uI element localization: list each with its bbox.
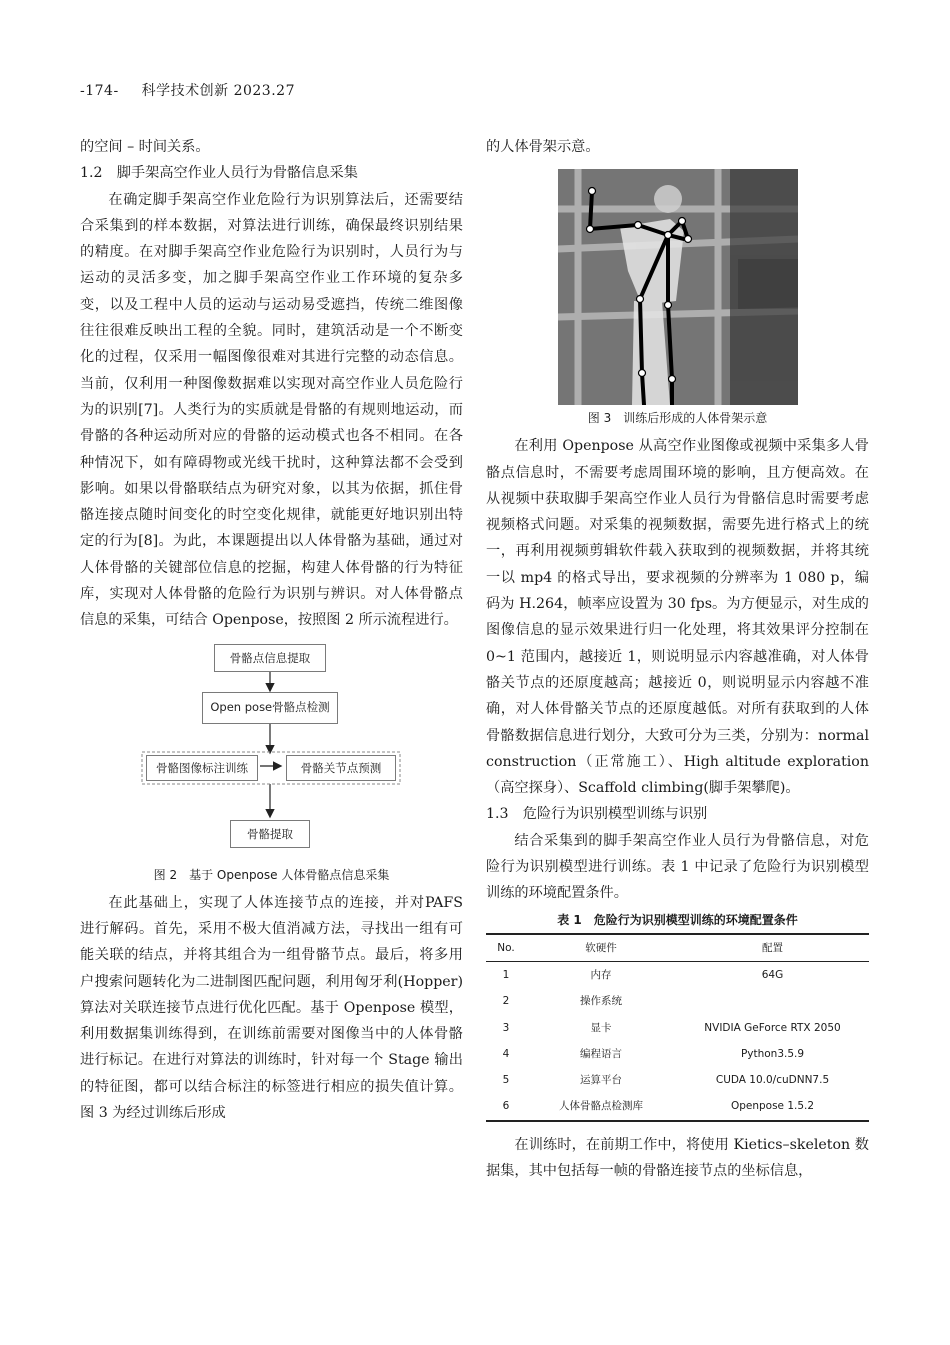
table-row (486, 1041, 869, 1067)
paragraph: 的人体骨架示意。 (486, 139, 600, 155)
section-heading-1-2: 1.2 脚手架高空作业人员行为骨骼信息采集 (80, 165, 358, 182)
table-row (486, 988, 869, 1014)
left-column (80, 134, 463, 1126)
table-header-row (486, 934, 869, 962)
figure-2-caption: 图 2 基于 Openpose 人体骨骼点信息采集 (153, 867, 390, 882)
flow-step-1: 骨骼点信息提取 (214, 644, 326, 672)
table-cell: 显卡 (590, 1021, 612, 1034)
table-cell: 1 (502, 968, 510, 981)
table-1-caption: 表 1 危险行为识别模型训练的环境配置条件 (557, 912, 798, 927)
section-heading-1-3: 1.3 危险行为识别模型训练与识别 (486, 806, 708, 823)
table-cell: Openpose 1.5.2 (730, 1100, 815, 1113)
paragraph: 在利用 Openpose 从高空作业图像或视频中采集多人骨骼点信息时，不需要考虑周围环境的影响，且方便高效。在从视频中获取脚手架高空作业人员行为骨骼信息时需要考虑视频格式问题。对采集的视频数据，需要先进行格式上的统一，再利用视频剪辑软件载入获取到的视频数据，并将其统一以 mp4 的格式导出，要求视频的分辨率为 1 080 p，编码为 H.264，帧率应设置为 30 fps。为方便显示，对生成的图像信息的显示效果进行归一化处理，将其效果评分控制在 0~1 范围内，越接近 1，则说明显示内容越准确，对人体骨骼关节点的还原度越高；越接近 0，则说明显示内容越不准确，对人体骨骼关节点的还原度越低。对所有获取到的人体骨骼数据信息进行划分，大致可分为三类，分别为：normal construction（正常施工）、High altitude exploration（高空探身）、Scaffold climbing(脚手架攀爬)。 (486, 438, 869, 797)
paragraph: 结合采集到的脚手架高空作业人员行为骨骼信息，对危险行为识别模型进行训练。表 1 中记录了危险行为识别模型训练的环境配置条件。 (486, 832, 869, 902)
table-cell: CUDA 10.0/cuDNN7.5 (715, 1074, 830, 1087)
table-row (486, 1093, 869, 1120)
figure-2-flowchart (80, 644, 463, 862)
flow-step-3a: 骨骼图像标注训练 (146, 755, 258, 781)
table-cell: 编程语言 (580, 1047, 622, 1060)
paragraph: 在训练时，在前期工作中，将使用 Kietics–skeleton 数据集，其中包括每一帧的骨骼连接节点的坐标信息， (486, 1136, 869, 1180)
table-cell: 5 (502, 1074, 510, 1087)
right-column (486, 134, 869, 1184)
table-row (486, 1067, 869, 1093)
table-row (486, 961, 869, 988)
flow-step-3b: 骨骼关节点预测 (286, 755, 396, 781)
page-number: -174- (80, 83, 119, 99)
table-cell: 6 (502, 1100, 510, 1113)
table-cell: 64G (761, 968, 784, 981)
journal-title: 科学技术创新 2023.27 (141, 83, 295, 99)
table-cell: Python3.5.9 (740, 1047, 805, 1060)
table-cell: 3 (502, 1021, 510, 1034)
table-1 (486, 933, 869, 1122)
table-cell: 4 (502, 1047, 510, 1060)
table-cell: 操作系统 (580, 995, 622, 1008)
paragraph: 在此基础上，实现了人体连接节点的连接，并对PAFS 进行解码。首先，采用不极大值消减方法，寻找出一组有可能关联的结点，并将其组合为一组骨骼节点。最后，将多用户搜索问题转化为二进制图匹配问题，利用匈牙利(Hopper)算法对关联连接节点进行优化匹配。基于 Openpose 模型，利用数据集训练得到，在训练前需要对图像当中的人体骨骼进行标记。在进行对算法的训练时，针对每一个 Stage 输出的特征图，都可以结合标注的标签进行相应的损失值计算。图 3 为经过训练后形成 (80, 894, 463, 1122)
column-header: No. (497, 941, 515, 954)
figure-3 (486, 169, 869, 427)
table-cell: 2 (502, 995, 510, 1008)
flow-step-2: Open pose骨骼点检测 (202, 692, 338, 724)
flow-step-4: 骨骼提取 (230, 820, 310, 848)
table-cell (676, 988, 869, 1014)
table-cell: 运算平台 (580, 1074, 622, 1087)
page-header (80, 80, 295, 100)
paragraph: 的空间 – 时间关系。 (80, 139, 210, 155)
table-cell: 人体骨骼点检测库 (559, 1100, 643, 1113)
figure-3-caption: 图 3 训练后形成的人体骨架示意 (587, 411, 768, 426)
column-header: 配置 (762, 941, 783, 954)
paragraph: 在确定脚手架高空作业危险行为识别算法后，还需要结合采集到的样本数据，对算法进行训练，确保最终识别结果的精度。在对脚手架高空作业危险行为识别时，人员行为与运动的灵活多变，加之脚手架高空作业工作环境的复杂多变，以及工程中人员的运动与运动易受遮挡，传统二维图像往往很难反映出工程的全貌。同时，建筑活动是一个不断变化的过程，仅采用一幅图像很难对其进行完整的动态信息。当前，仅利用一种图像数据难以实现对高空作业人员危险行为的识别[7]。人类行为的实质就是骨骼的有规则地运动，而骨骼的各种运动所对应的骨骼的运动模式也各不相同。在各种情况下，如有障碍物或光线干扰时，这种算法都不会受到影响。如果以骨骼联结点为研究对象，以其为依据，抓住骨骼连接点随时间变化的时空变化规律，就能更好地识别出特定的行为[8]。为此，本课题提出以人体骨骼为基础，通过对人体骨骼的关键部位信息的挖掘，构建人体骨骼的行为特征库，实现对人体骨骼的危险行为识别与辨识。对人体骨骼点信息的采集，可结合 Openpose，按照图 2 所示流程进行。 (80, 191, 463, 629)
skeleton-photo (558, 169, 798, 405)
table-cell: 内存 (590, 968, 612, 981)
table-cell: NVIDIA GeForce RTX 2050 (704, 1021, 841, 1034)
table-row (486, 1015, 869, 1041)
column-header: 软硬件 (585, 941, 617, 954)
